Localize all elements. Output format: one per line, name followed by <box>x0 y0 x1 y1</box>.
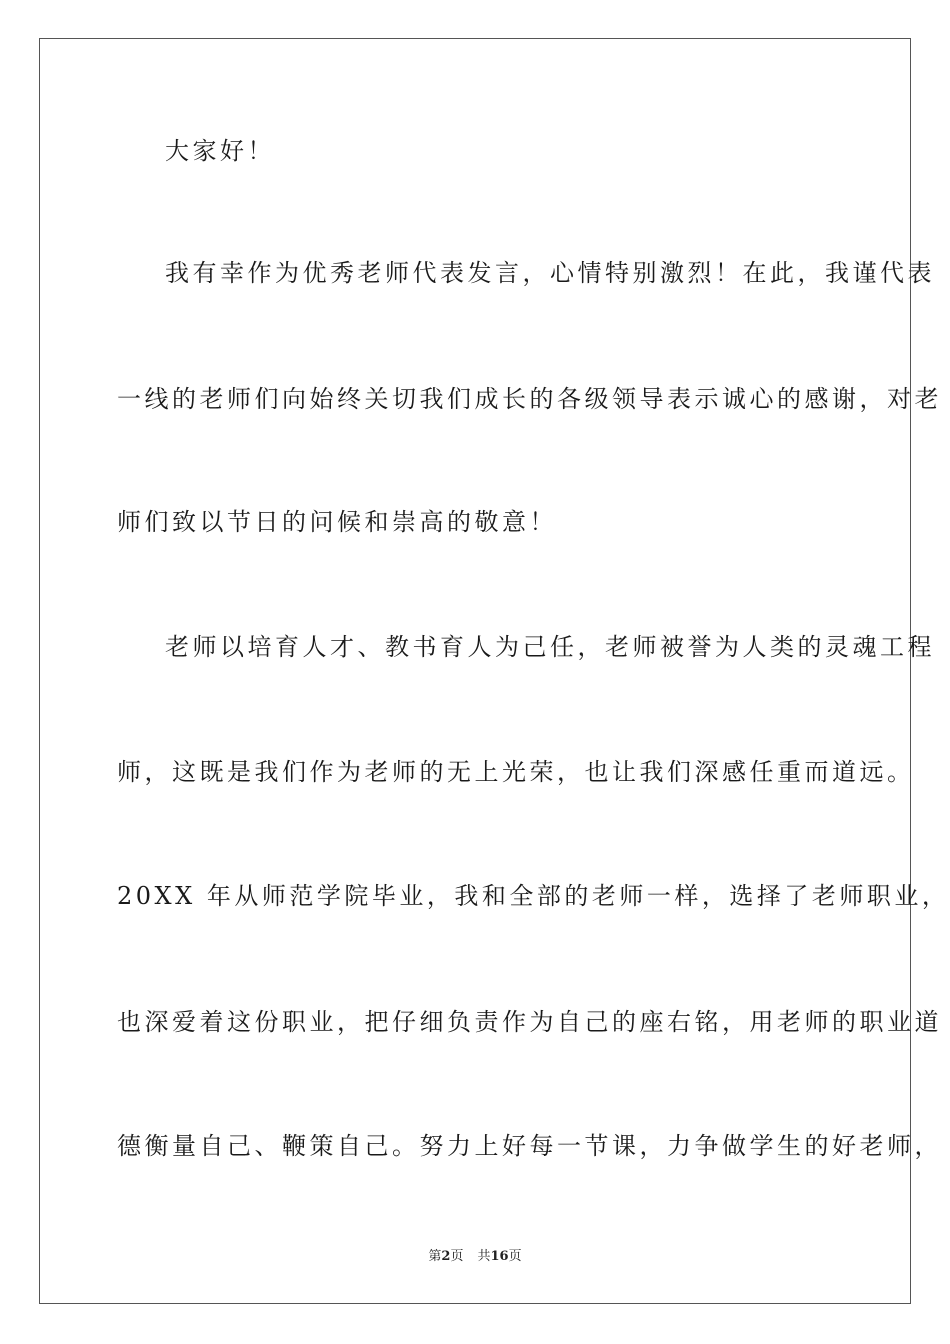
paragraph-line-2: 我有幸作为优秀老师代表发言，心情特别激烈！在此，我谨代表 <box>165 259 935 287</box>
footer-total-suffix: 页 <box>508 1249 522 1264</box>
paragraph-line-6: 师，这既是我们作为老师的无上光荣，也让我们深感任重而道远。 <box>117 758 915 786</box>
footer-page-suffix: 页 <box>450 1249 464 1264</box>
page-border <box>39 38 911 1304</box>
paragraph-line-8: 也深爱着这份职业，把仔细负责作为自己的座右铭，用老师的职业道 <box>117 1008 942 1036</box>
footer-page-current: 2 <box>441 1249 451 1264</box>
paragraph-line-9: 德衡量自己、鞭策自己。努力上好每一节课，力争做学生的好老师， <box>117 1132 942 1160</box>
footer-total-prefix: 共 <box>477 1249 491 1264</box>
footer-page-prefix: 第 <box>428 1249 442 1264</box>
paragraph-line-7: 20XX 年从师范学院毕业，我和全部的老师一样，选择了老师职业， <box>117 882 950 910</box>
page-footer <box>0 1248 950 1266</box>
footer-page-total: 16 <box>490 1249 509 1264</box>
paragraph-line-1: 大家好！ <box>165 137 275 165</box>
paragraph-line-5: 老师以培育人才、教书育人为己任，老师被誉为人类的灵魂工程 <box>165 633 935 661</box>
paragraph-line-4: 师们致以节日的问候和崇高的敬意！ <box>117 508 557 536</box>
paragraph-line-3: 一线的老师们向始终关切我们成长的各级领导表示诚心的感谢，对老 <box>117 385 942 413</box>
